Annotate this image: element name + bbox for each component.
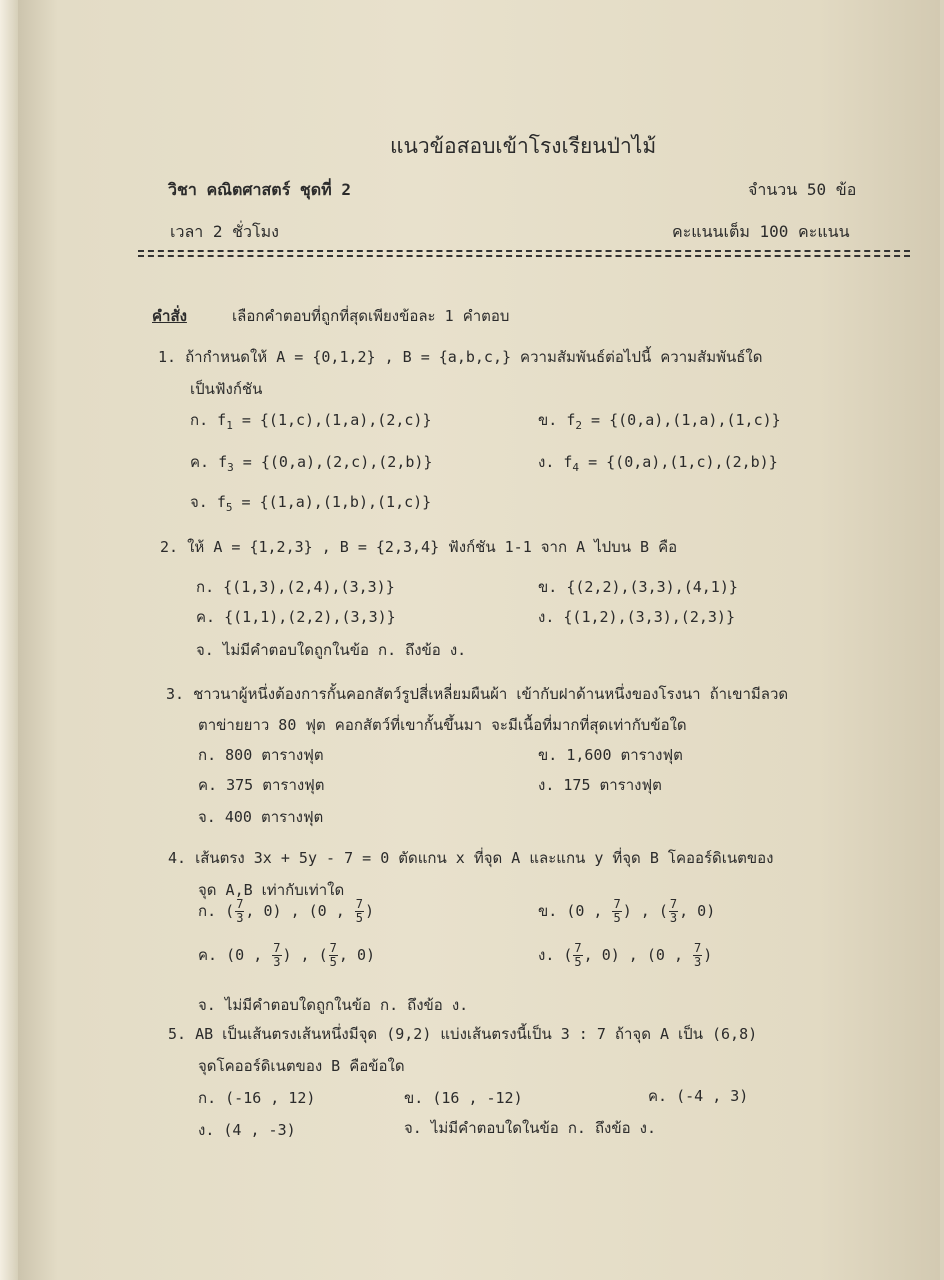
q5-choice-d: ง. (4 , -3)	[198, 1121, 296, 1139]
q1-stem: 1. ถ้ากำหนดให้ A = {0,1,2} , B = {a,b,c,} ความสัมพันธ์ต่อไปนี้ ความสัมพันธ์ใด	[158, 348, 763, 366]
total-score: คะแนนเต็ม 100 คะแนน	[672, 222, 850, 241]
exam-title: แนวข้อสอบเข้าโรงเรียนป่าไม้	[390, 134, 657, 158]
q4-stem-cont: จุด A,B เท่ากับเท่าใด	[198, 881, 345, 899]
q4-choice-a: ก. ( $\frac{7}{3}$ , 0) , (0 , $\frac{7}{5}$ )	[198, 897, 375, 925]
fraction: $\frac{7}{5}$	[355, 897, 364, 925]
q1-stem-cont: เป็นฟังก์ชัน	[190, 380, 263, 398]
q1-choice-d: ง. $f_4 = \{(0,a),(1,c),(2,b)\}$	[538, 453, 778, 474]
q5-choice-c: ค. (-4 , 3)	[648, 1087, 749, 1105]
fraction: $\frac{7}{5}$	[613, 897, 621, 925]
q4-choice-d: ง. ( $\frac{7}{5}$ , 0) , (0 , $\frac{7}{3}$ )	[538, 941, 713, 969]
header-divider-1	[138, 250, 910, 252]
fraction: $\frac{7}{3}$	[669, 897, 678, 925]
q3-stem-cont: ตาข่ายยาว 80 ฟุต คอกสัตว์ที่เขากั้นขึ้นมา จะมีเนื้อที่มากที่สุดเท่ากับข้อใด	[198, 716, 687, 734]
q4-choice-b: ข. (0 , $\frac{7}{5}$ ) , ( $\frac{7}{3}$ , 0)	[538, 897, 716, 925]
subject-label: วิชา คณิตศาสตร์ ชุดที่ 2	[168, 180, 351, 199]
instruction-text: เลือกคำตอบที่ถูกที่สุดเพียงข้อละ 1 คำตอบ	[232, 307, 510, 325]
q3-choice-d: ง. 175 ตารางฟุต	[538, 776, 662, 794]
q5-choice-b: ข. (16 , -12)	[404, 1089, 523, 1107]
q1-choice-e: จ. $f_5 = \{(1,a),(1,b),(1,c)\}$	[190, 493, 432, 514]
q2-choice-c: ค. {(1,1),(2,2),(3,3)}	[196, 608, 396, 626]
q3-stem: 3. ชาวนาผู้หนึ่งต้องการกั้นคอกสัตว์รูปสี่เหลี่ยมผืนผ้า เข้ากับฝาด้านหนึ่งของโรงนา ถ้าเขามีลวด	[166, 685, 789, 703]
q5-choice-e: จ. ไม่มีคำตอบใดในข้อ ก. ถึงข้อ ง.	[404, 1119, 657, 1137]
q4-stem: 4. เส้นตรง 3x + 5y - 7 = 0 ตัดแกน x ที่จุด A และแกน y ที่จุด B โคออร์ดิเนตของ	[168, 849, 774, 867]
fraction: $\frac{7}{3}$	[236, 897, 244, 925]
q2-choice-e: จ. ไม่มีคำตอบใดถูกในข้อ ก. ถึงข้อ ง.	[196, 641, 467, 659]
q1-choice-a: ก. $f_1 = \{(1,c),(1,a),(2,c)\}$	[190, 411, 432, 432]
q1-choice-c: ค. $f_3 = \{(0,a),(2,c),(2,b)\}$	[190, 453, 433, 474]
page-edge	[0, 0, 18, 1280]
header-divider-2	[138, 255, 910, 257]
q3-choice-e: จ. 400 ตารางฟุต	[198, 808, 324, 826]
q4-choice-e: จ. ไม่มีคำตอบใดถูกในข้อ ก. ถึงข้อ ง.	[198, 996, 469, 1014]
q2-choice-d: ง. {(1,2),(3,3),(2,3)}	[538, 608, 735, 626]
fraction: $\frac{7}{5}$	[329, 941, 337, 969]
q2-stem: 2. ให้ A = {1,2,3} , B = {2,3,4} ฟังก์ชัน 1-1 จาก A ไปบน B คือ	[160, 538, 678, 556]
q2-choice-a: ก. {(1,3),(2,4),(3,3)}	[196, 578, 395, 596]
fraction: $\frac{7}{3}$	[694, 941, 702, 969]
q5-choice-a: ก. (-16 , 12)	[198, 1089, 316, 1107]
question-count: จำนวน 50 ข้อ	[748, 180, 857, 199]
time-label: เวลา 2 ชั่วโมง	[170, 222, 279, 241]
q3-choice-a: ก. 800 ตารางฟุต	[198, 746, 324, 764]
q5-stem-cont: จุดโคออร์ดิเนตของ B คือข้อใด	[198, 1057, 405, 1075]
fraction: $\frac{7}{5}$	[574, 941, 582, 969]
q3-choice-c: ค. 375 ตารางฟุต	[198, 776, 325, 794]
fraction: $\frac{7}{3}$	[273, 941, 281, 969]
instruction-label: คำสั่ง	[152, 307, 187, 325]
q1-choice-b: ข. $f_2 = \{(0,a),(1,a),(1,c)\}$	[538, 411, 781, 432]
q3-choice-b: ข. 1,600 ตารางฟุต	[538, 746, 683, 764]
q2-choice-b: ข. {(2,2),(3,3),(4,1)}	[538, 578, 738, 596]
q4-choice-c: ค. (0 , $\frac{7}{3}$ ) , ( $\frac{7}{5}$ , 0)	[198, 941, 376, 969]
q5-stem: 5. AB เป็นเส้นตรงเส้นหนึ่งมีจุด (9,2) แบ่งเส้นตรงนี้เป็น 3 : 7 ถ้าจุด A เป็น (6,8)	[168, 1025, 758, 1043]
